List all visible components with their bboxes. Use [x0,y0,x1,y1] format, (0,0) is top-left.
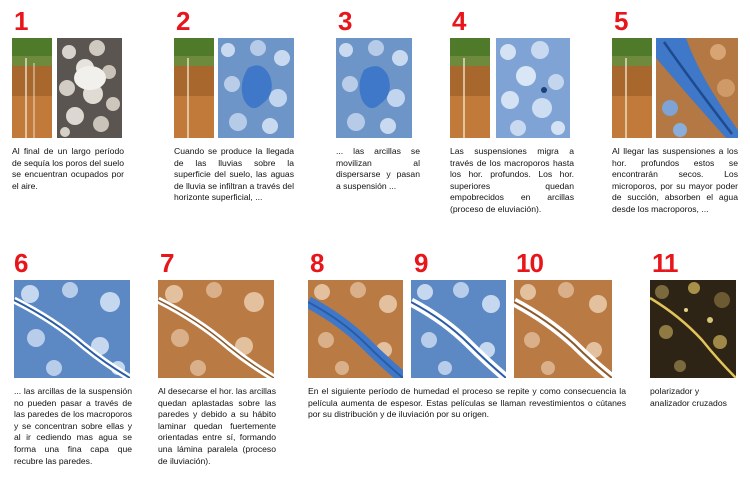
step-caption: polarizador y analizador cruzados [650,386,727,408]
thin-section-image [496,38,570,138]
thin-section-image [218,38,294,138]
thin-section-image [57,38,122,138]
step-caption: Cuando se produce la llegada de las lluvias sobre la superficie del suelo, las aguas de lluvia se infiltran a través del horizonte superficial, ... [174,146,294,203]
polarized-thin-section-image [650,280,736,378]
step-number: 3 [338,6,352,36]
step-number: 6 [14,248,28,278]
step-number: 11 [652,248,678,278]
thin-section-image [308,280,403,378]
step-number: 1 [14,6,28,36]
step-caption: ... las arcillas de la suspensión no pueden pasar a través de las paredes de los macroporos y se concentran sobre ellas y al ir cediendo mas agua se forma una fina capa que recubre las paredes. [14,386,132,466]
step-caption: Las suspensiones migra a través de los macroporos hasta los hor. profundos. Los hor. superiores quedan empobrecidos en arcillas (proceso de eluviación). [450,146,574,214]
step-number: 7 [160,248,174,278]
thin-section-image [158,280,274,378]
step-caption: ... las arcillas se movilizan al dispersarse y pasan a suspensión ... [336,146,420,191]
step-number: 10 [516,248,543,278]
step-number: 4 [452,6,466,36]
thin-section-image [656,38,738,138]
soil-profile-photo [12,38,52,138]
soil-profile-photo [612,38,652,138]
step-number: 9 [414,248,428,278]
thin-section-image [14,280,130,378]
step-number: 8 [310,248,324,278]
soil-profile-photo [450,38,490,138]
soil-profile-photo [174,38,214,138]
thin-section-image [514,280,612,378]
thin-section-image [411,280,506,378]
step-caption: Al llegar las suspensiones a los hor. profundos estos se encontrarán secos. Los microporos, por su mayor poder de succión, absorben el agua desde los macroporos, ... [612,146,738,214]
step-caption: Al final de un largo período de sequía los poros del suelo se encuentran ocupados por el aire. [12,146,124,191]
step-number: 5 [614,6,628,36]
thin-section-image [336,38,412,138]
step-number: 2 [176,6,190,36]
step-caption: En el siguiente período de humedad el proceso se repite y como consecuencia la película aumenta de espesor. Estas películas se llaman revestimientos o cútanes por su distribución y de iluviación por su origen. [308,386,626,420]
step-caption: Al desecarse el hor. las arcillas quedan aplastadas sobre las paredes y debido a su hábito laminar quedan fuertemente orientadas entre sí, formando una lámina paralela (proceso de iluviación). [158,386,276,466]
